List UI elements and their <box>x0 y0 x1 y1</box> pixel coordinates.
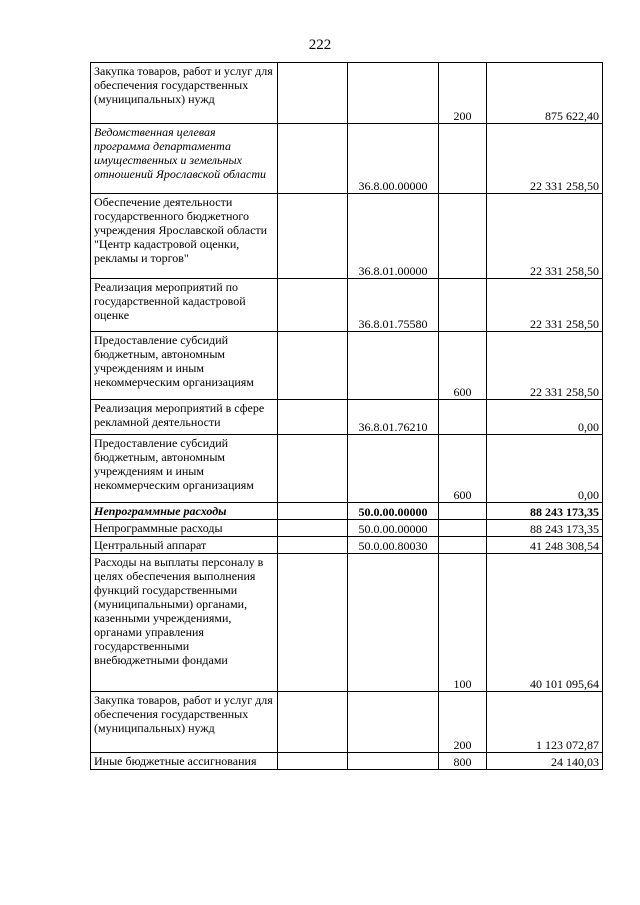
row-amount: 1 123 072,87 <box>487 692 603 753</box>
row-expense-type <box>439 400 487 435</box>
row-name: Закупка товаров, работ и услуг для обеспечения государственных (муниципальных) нужд <box>91 63 278 124</box>
row-target-code <box>348 63 439 124</box>
row-expense-type: 200 <box>439 692 487 753</box>
row-expense-type: 800 <box>439 753 487 770</box>
row-target-code <box>348 332 439 400</box>
row-name: Непрограммные расходы <box>91 503 278 520</box>
table-row <box>91 63 603 124</box>
row-expense-type: 600 <box>439 332 487 400</box>
table-row <box>91 692 603 753</box>
row-empty-column <box>278 279 348 332</box>
row-amount: 875 622,40 <box>487 63 603 124</box>
row-expense-type <box>439 503 487 520</box>
row-target-code: 36.8.00.00000 <box>348 124 439 194</box>
page-number: 222 <box>308 37 332 53</box>
row-target-code <box>348 554 439 692</box>
table-row <box>91 332 603 400</box>
table-row <box>91 520 603 537</box>
row-empty-column <box>278 435 348 503</box>
row-name: Непрограммные расходы <box>91 520 278 537</box>
row-name: Расходы на выплаты персоналу в целях обеспечения выполнения функций государственными (муниципальными) органами, казенными учреждениями, органами управления государственными внебюджетными фондами <box>91 554 278 692</box>
row-target-code: 50.0.00.80030 <box>348 537 439 554</box>
row-expense-type <box>439 124 487 194</box>
table-row <box>91 753 603 770</box>
row-target-code: 50.0.00.00000 <box>348 520 439 537</box>
row-expense-type <box>439 194 487 279</box>
row-target-code <box>348 753 439 770</box>
row-expense-type: 600 <box>439 435 487 503</box>
row-empty-column <box>278 554 348 692</box>
row-name: Центральный аппарат <box>91 537 278 554</box>
table-row <box>91 400 603 435</box>
row-name: Ведомственная целевая программа департамента имущественных и земельных отношений Ярославской области <box>91 124 278 194</box>
row-amount: 24 140,03 <box>487 753 603 770</box>
row-expense-type: 100 <box>439 554 487 692</box>
row-name: Закупка товаров, работ и услуг для обеспечения государственных (муниципальных) нужд <box>91 692 278 753</box>
row-empty-column <box>278 520 348 537</box>
row-target-code: 50.0.00.00000 <box>348 503 439 520</box>
table-row <box>91 503 603 520</box>
row-expense-type <box>439 520 487 537</box>
table-row <box>91 279 603 332</box>
row-name: Предоставление субсидий бюджетным, автономным учреждениям и иным некоммерческим организациям <box>91 435 278 503</box>
table-row <box>91 554 603 692</box>
row-empty-column <box>278 692 348 753</box>
row-empty-column <box>278 753 348 770</box>
table-row <box>91 537 603 554</box>
row-empty-column <box>278 503 348 520</box>
row-amount: 88 243 173,35 <box>487 520 603 537</box>
row-amount: 41 248 308,54 <box>487 537 603 554</box>
row-target-code: 36.8.01.00000 <box>348 194 439 279</box>
row-expense-type <box>439 279 487 332</box>
row-empty-column <box>278 332 348 400</box>
row-empty-column <box>278 63 348 124</box>
row-target-code <box>348 435 439 503</box>
table-row <box>91 194 603 279</box>
row-name: Иные бюджетные ассигнования <box>91 753 278 770</box>
row-empty-column <box>278 537 348 554</box>
budget-table <box>90 62 603 770</box>
row-target-code <box>348 692 439 753</box>
row-name: Реализация мероприятий по государственной кадастровой оценке <box>91 279 278 332</box>
table-row <box>91 124 603 194</box>
row-amount: 22 331 258,50 <box>487 279 603 332</box>
row-amount: 40 101 095,64 <box>487 554 603 692</box>
row-name: Реализация мероприятий в сфере рекламной деятельности <box>91 400 278 435</box>
row-amount: 22 331 258,50 <box>487 194 603 279</box>
row-expense-type: 200 <box>439 63 487 124</box>
row-name: Обеспечение деятельности государственного бюджетного учреждения Ярославской области "Центр кадастровой оценки, рекламы и торгов" <box>91 194 278 279</box>
row-amount: 0,00 <box>487 400 603 435</box>
row-target-code: 36.8.01.76210 <box>348 400 439 435</box>
row-name: Предоставление субсидий бюджетным, автономным учреждениям и иным некоммерческим организациям <box>91 332 278 400</box>
row-expense-type <box>439 537 487 554</box>
row-empty-column <box>278 124 348 194</box>
row-amount: 22 331 258,50 <box>487 332 603 400</box>
row-target-code: 36.8.01.75580 <box>348 279 439 332</box>
row-amount: 88 243 173,35 <box>487 503 603 520</box>
row-amount: 22 331 258,50 <box>487 124 603 194</box>
row-empty-column <box>278 194 348 279</box>
row-amount: 0,00 <box>487 435 603 503</box>
row-empty-column <box>278 400 348 435</box>
table-row <box>91 435 603 503</box>
